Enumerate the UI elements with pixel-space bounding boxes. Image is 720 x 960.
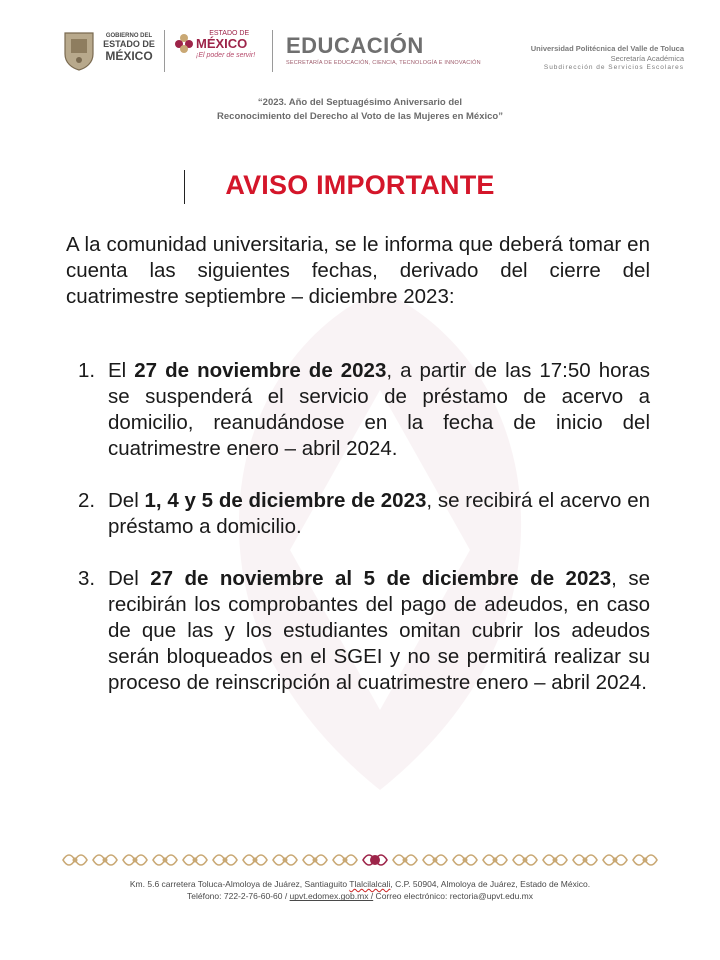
intro-paragraph: A la comunidad universitaria, se le informa que deberá tomar en cuenta las siguientes fechas, derivado del cierre del cuatrimestre septiembre – diciembre 2023: [66,233,650,309]
ornament-motif [93,855,117,865]
ornament-motif [303,855,327,865]
item-number: 1. [78,359,96,382]
item-text: , se recibirá el acervo en préstamo a domicilio. [108,489,651,539]
item-text: Del [108,567,151,591]
divider [164,30,165,72]
ornament-motif [423,855,447,865]
ornament-motif [213,855,237,865]
edomex-slogan: ¡El poder de servir! [196,52,256,59]
edu-subtitle: SECRETARÍA DE EDUCACIÓN, CIENCIA, TECNOLOGÍA E INNOVACIÓN [286,60,481,66]
ornament-motif [543,855,567,865]
list-item [66,358,650,462]
item-text: El [108,359,135,382]
footer-contact [0,890,720,902]
ornament-motif [243,855,267,865]
ornament-motif [513,855,537,865]
edomex-top: ESTADO DE [209,30,250,37]
education-logo [286,35,481,66]
phone-text: Teléfono: 722-2-76-60-60 / [187,891,290,902]
edomex-logo [196,30,255,59]
ornament-motif [603,855,627,865]
ornament-motif [393,855,417,865]
item-date: 27 de noviembre al 5 de diciembre de 2023 [150,567,612,591]
item-number: 2. [78,489,96,513]
ornament-motif [333,855,357,865]
ornament-motif [483,855,507,865]
edomex-name: MÉXICO [196,36,248,51]
page-title: AVISO IMPORTANTE [225,170,495,200]
item-number: 3. [78,567,96,591]
footer-address [0,878,720,890]
gov-line-1: GOBIERNO DEL [105,33,153,39]
ornament-motif [63,855,87,865]
gov-line-3: MÉXICO [105,48,153,63]
item-date: 27 de noviembre de 2023 [134,359,387,382]
ornament-motif [363,855,387,865]
ornament-motif [273,855,297,865]
university-block [531,44,684,73]
divider [272,30,273,72]
item-text: , a partir de las 17:50 horas se suspenderá el servicio de préstamo de acervo a domicilio, reanudándose en la fecha de inicio del cuatrimestre enero – abril 2024. [108,359,650,461]
flower-icon [173,30,195,56]
notice-list [66,358,650,722]
address-place: Tlalcilalcali [349,879,391,889]
ornament-motif [153,855,177,865]
item-date: 1, 4 y 5 de diciembre de 2023 [144,489,427,513]
email-text: Correo electrónico: rectoria@upvt.edu.mx [373,891,533,902]
letterhead [0,0,720,90]
motto-line-1: “2023. Año del Septuagésimo Aniversario del [257,97,463,108]
footer [0,878,720,903]
website-link[interactable]: upvt.edomex.gob.mx / [289,891,374,902]
year-motto [0,96,720,124]
gov-line-2: ESTADO DE [103,39,155,50]
ornament-motif [183,855,207,865]
ornament-motif [453,855,477,865]
list-item [66,488,650,540]
list-item [66,566,650,696]
decorative-border [60,847,660,873]
address-text: , C.P. 50904, Almoloya de Juárez, Estado de México. [390,879,591,889]
ornament-motif [633,855,657,865]
state-government-logo [100,33,158,62]
edu-title: EDUCACIÓN [286,33,424,58]
university-dept: Secretaría Académica [610,54,684,64]
motto-line-2: Reconocimiento del Derecho al Voto de las Mujeres en México” [217,110,503,122]
state-shield-icon [62,30,96,72]
ornament-motif [573,855,597,865]
address-text: Km. 5.6 carretera Toluca-Almoloya de Juárez, Santiaguito [129,879,350,889]
item-text: Del [108,489,145,513]
item-text: , se recibirán los comprobantes del pago de adeudos, en caso de que las y los estudiantes omitan cubrir los adeudos serán bloqueados en el SGEI y no se permitirá realizar su proceso de reinscripción al cuatrimestre enero – abril 2024. [108,567,650,695]
ornament-motif [123,855,147,865]
university-name: Universidad Politécnica del Valle de Toluca [530,44,684,53]
university-subdept: Subdirección de Servicios Escolares [543,64,684,72]
